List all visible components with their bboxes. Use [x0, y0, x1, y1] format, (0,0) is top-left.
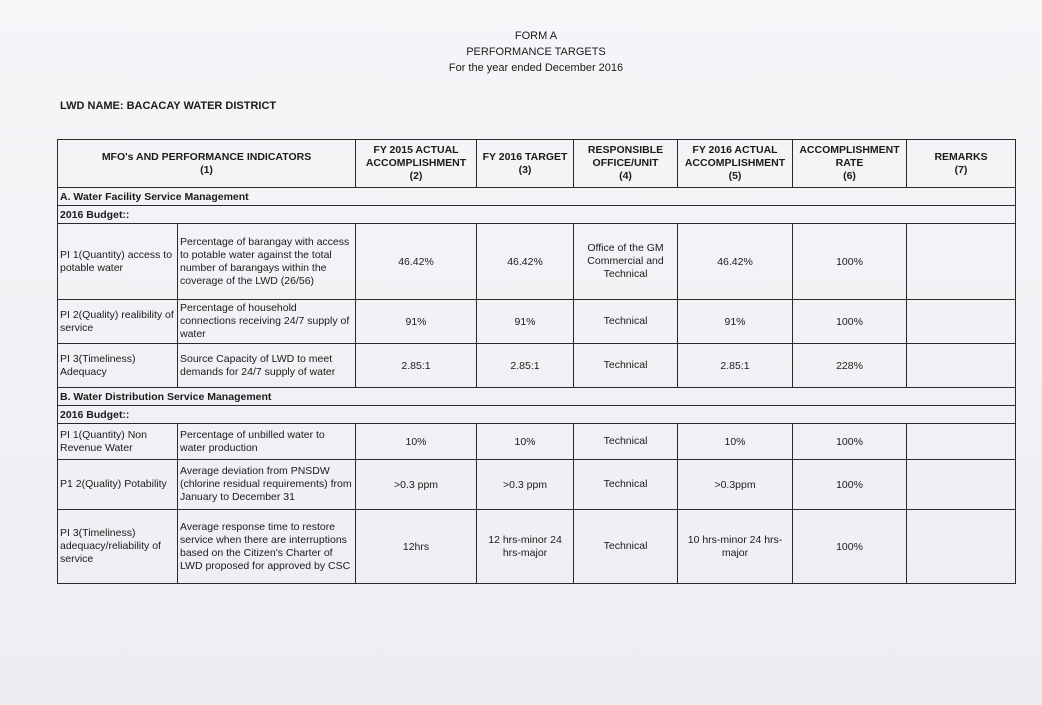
remarks-cell [907, 300, 1016, 344]
column-header-row [58, 140, 1016, 188]
remarks-cell [907, 424, 1016, 460]
form-subtitle: For the year ended December 2016 [448, 62, 624, 74]
rate-cell: 100% [793, 460, 907, 510]
indicator-cell: Average deviation from PNSDW (chlorine residual requirements) from January to December 31 [178, 460, 356, 510]
indicator-cell: Percentage of household connections receiving 24/7 supply of water [178, 300, 356, 344]
section-title: A. Water Facility Service Management [58, 188, 1016, 206]
col-header-indicators: MFO's AND PERFORMANCE INDICATORS (1) [58, 140, 356, 188]
rate-cell: 228% [793, 344, 907, 388]
table-row [58, 224, 1016, 300]
table-row [58, 510, 1016, 584]
pi-cell: PI 1(Quantity) access to potable water [58, 224, 178, 300]
indicator-cell: Source Capacity of LWD to meet demands for 24/7 supply of water [178, 344, 356, 388]
col-header-office: RESPONSIBLE OFFICE/UNIT (4) [574, 140, 678, 188]
col-header-target: FY 2016 TARGET (3) [477, 140, 574, 188]
fy2015-cell: 2.85:1 [356, 344, 477, 388]
target-cell: 12 hrs-minor 24 hrs-major [477, 510, 574, 584]
pi-cell: PI 2(Quality) realibility of service [58, 300, 178, 344]
performance-targets-table [57, 139, 1016, 584]
col-header-rate: ACCOMPLISHMENT RATE (6) [793, 140, 907, 188]
form-title: PERFORMANCE TARGETS [466, 46, 606, 58]
col-header-fy2016-actual: FY 2016 ACTUAL ACCOMPLISHMENT (5) [678, 140, 793, 188]
form-label: FORM A [514, 30, 558, 42]
remarks-cell [907, 460, 1016, 510]
remarks-cell [907, 224, 1016, 300]
rate-cell: 100% [793, 510, 907, 584]
remarks-cell [907, 344, 1016, 388]
target-cell: 91% [477, 300, 574, 344]
fy2015-cell: 10% [356, 424, 477, 460]
rate-cell: 100% [793, 224, 907, 300]
office-cell: Technical [574, 300, 678, 344]
rate-cell: 100% [793, 424, 907, 460]
actual-cell: 91% [678, 300, 793, 344]
target-cell: 2.85:1 [477, 344, 574, 388]
office-cell: Technical [574, 344, 678, 388]
indicator-cell: Percentage of barangay with access to potable water against the total number of barangays within the coverage of the LWD (26/56) [178, 224, 356, 300]
lwd-name: LWD NAME: BACACAY WATER DISTRICT [60, 100, 277, 112]
section-budget: 2016 Budget:: [58, 406, 1016, 424]
actual-cell: 10 hrs-minor 24 hrs-major [678, 510, 793, 584]
office-cell: Technical [574, 424, 678, 460]
pi-cell: P1 2(Quality) Potability [58, 460, 178, 510]
col-header-remarks: REMARKS (7) [907, 140, 1016, 188]
indicator-cell: Average response time to restore service when there are interruptions based on the Citizen's Charter of LWD proposed for approved by CSC [178, 510, 356, 584]
indicator-cell: Percentage of unbilled water to water production [178, 424, 356, 460]
fy2015-cell: 12hrs [356, 510, 477, 584]
pi-cell: PI 3(Timeliness) Adequacy [58, 344, 178, 388]
target-cell: 10% [477, 424, 574, 460]
table-row [58, 300, 1016, 344]
section-title: B. Water Distribution Service Management [58, 388, 1016, 406]
col-header-fy2015: FY 2015 ACTUAL ACCOMPLISHMENT (2) [356, 140, 477, 188]
rate-cell: 100% [793, 300, 907, 344]
actual-cell: >0.3ppm [678, 460, 793, 510]
table-row [58, 344, 1016, 388]
remarks-cell [907, 510, 1016, 584]
section-budget: 2016 Budget:: [58, 206, 1016, 224]
actual-cell: 46.42% [678, 224, 793, 300]
target-cell: >0.3 ppm [477, 460, 574, 510]
office-cell: Technical [574, 460, 678, 510]
form-header [0, 28, 1042, 76]
office-cell: Office of the GM Commercial and Technical [574, 224, 678, 300]
pi-cell: PI 3(Timeliness) adequacy/reliability of service [58, 510, 178, 584]
office-cell: Technical [574, 510, 678, 584]
target-cell: 46.42% [477, 224, 574, 300]
pi-cell: PI 1(Quantity) Non Revenue Water [58, 424, 178, 460]
fy2015-cell: >0.3 ppm [356, 460, 477, 510]
actual-cell: 2.85:1 [678, 344, 793, 388]
actual-cell: 10% [678, 424, 793, 460]
table-row [58, 424, 1016, 460]
fy2015-cell: 46.42% [356, 224, 477, 300]
fy2015-cell: 91% [356, 300, 477, 344]
table-row [58, 460, 1016, 510]
